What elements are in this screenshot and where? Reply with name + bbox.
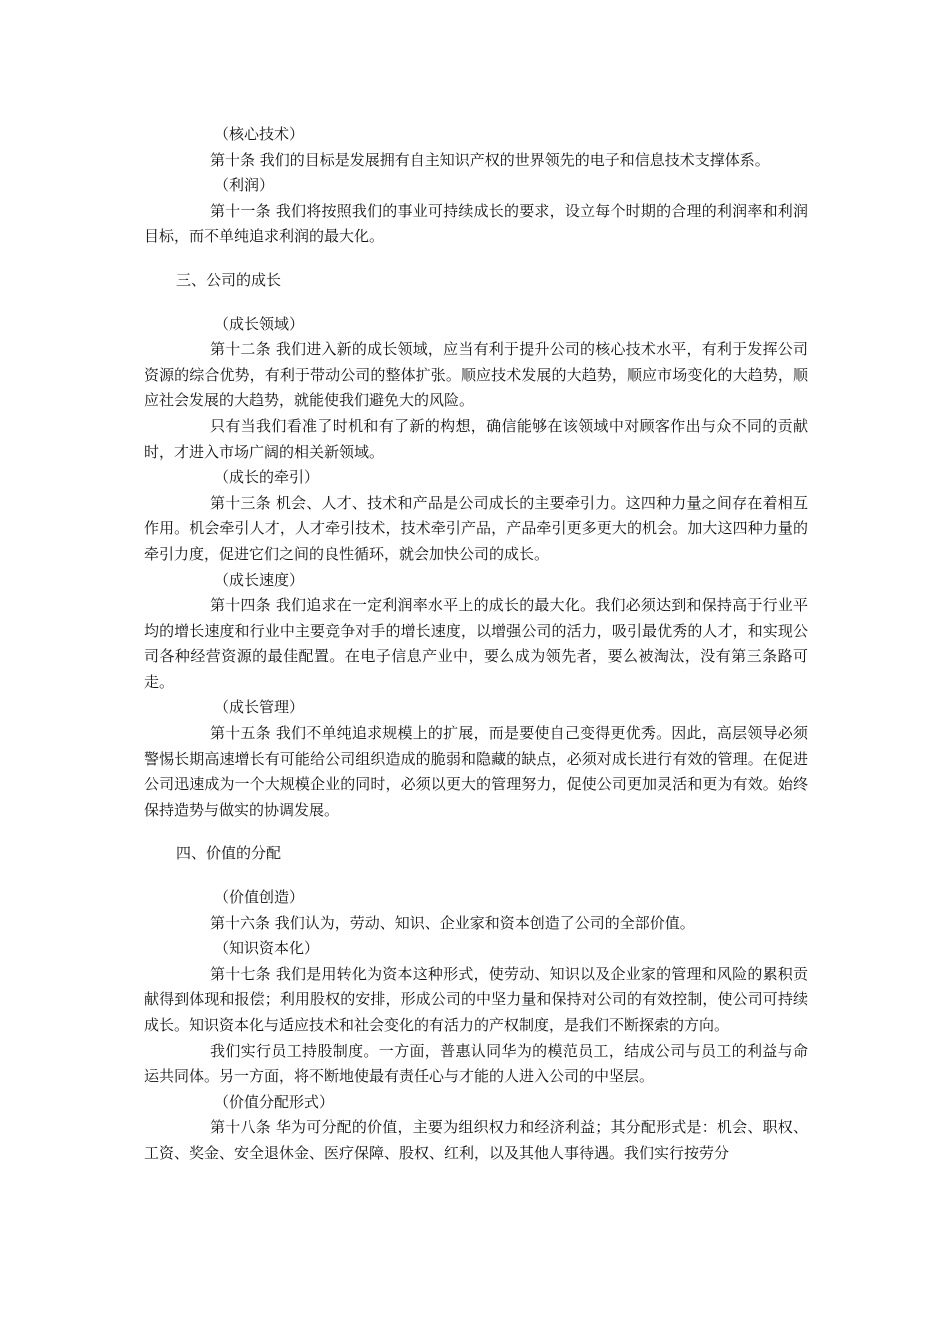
clause-paragraph: 第十五条 我们不单纯追求规模上的扩展，而是要使自己变得更优秀。因此，高层领导必须警惕长期高速增长有可能给公司组织造成的脆弱和隐藏的缺点，必须对成长进行有效的管理。在促进公司迅速成为一个大规模企业的同时，必须以更大的管理努力，促使公司更加灵活和更为有效。始终保持造势与做实的协调发展。 — [144, 724, 808, 819]
clause-paragraph: 第十三条 机会、人才、技术和产品是公司成长的主要牵引力。这四种力量之间存在着相互作用。机会牵引人才，人才牵引技术，技术牵引产品，产品牵引更多更大的机会。加大这四种力量的牵引力度，促进它们之间的良性循环，就会加快公司的成长。 — [144, 493, 808, 563]
clause-paragraph: 第十六条 我们认为，劳动、知识、企业家和资本创造了公司的全部价值。 — [210, 913, 695, 932]
clause-paragraph: 第十一条 我们将按照我们的事业可持续成长的要求，设立每个时期的合理的利润率和利润目标，而不单纯追求利润的最大化。 — [144, 201, 808, 246]
clause-paragraph: 第十二条 我们进入新的成长领域，应当有利于提升公司的核心技术水平，有利于发挥公司资源的综合优势，有利于带动公司的整体扩张。顺应技术发展的大趋势，顺应市场变化的大趋势，顺应社会发展的大趋势，就能使我们避免大的风险。 — [144, 340, 808, 410]
clause-paragraph: 第十四条 我们追求在一定利润率水平上的成长的最大化。我们必须达到和保持高于行业平均的增长速度和行业中主要竞争对手的增长速度，以增强公司的活力，吸引最优秀的人才，和实现公司各种经营资源的最佳配置。在电子信息产业中，要么成为领先者，要么被淘汰，没有第三条路可走。 — [144, 596, 808, 691]
clause-heading: （知识资本化） — [214, 939, 320, 958]
clause-heading: （成长管理） — [214, 698, 305, 717]
document-body — [144, 122, 808, 1167]
clause-paragraph: 第十八条 华为可分配的价值，主要为组织权力和经济利益；其分配形式是：机会、职权、工资、奖金、安全退休金、医疗保障、股权、红利，以及其他人事待遇。我们实行按劳分 — [144, 1118, 808, 1162]
section-heading: 三、公司的成长 — [176, 270, 282, 289]
clause-paragraph: 第十七条 我们是用转化为资本这种形式，使劳动、知识以及企业家的管理和风险的累积贡献得到体现和报偿；利用股权的安排，形成公司的中坚力量和保持对公司的有效控制，使公司可持续成长。知识资本化与适应技术和社会变化的有活力的产权制度，是我们不断探索的方向。 — [144, 964, 808, 1034]
clause-heading: （成长领域） — [214, 314, 305, 333]
section-heading: 四、价值的分配 — [176, 844, 282, 863]
clause-heading: （成长速度） — [214, 570, 305, 589]
clause-paragraph: 我们实行员工持股制度。一方面，普惠认同华为的模范员工，结成公司与员工的利益与命运共同体。另一方面，将不断地使最有责任心与才能的人进入公司的中坚层。 — [144, 1041, 808, 1086]
clause-heading: （成长的牵引） — [214, 468, 320, 487]
clause-heading: （利润） — [214, 176, 275, 195]
clause-heading: （核心技术） — [214, 125, 305, 143]
clause-paragraph: 只有当我们看准了时机和有了新的构想，确信能够在该领域中对顾客作出与众不同的贡献时，才进入市场广阔的相关新领域。 — [144, 416, 808, 461]
clause-heading: （价值创造） — [214, 888, 305, 907]
clause-paragraph: 第十条 我们的目标是发展拥有自主知识产权的世界领先的电子和信息技术支撑体系。 — [210, 150, 770, 169]
clause-heading: （价值分配形式） — [214, 1092, 335, 1111]
